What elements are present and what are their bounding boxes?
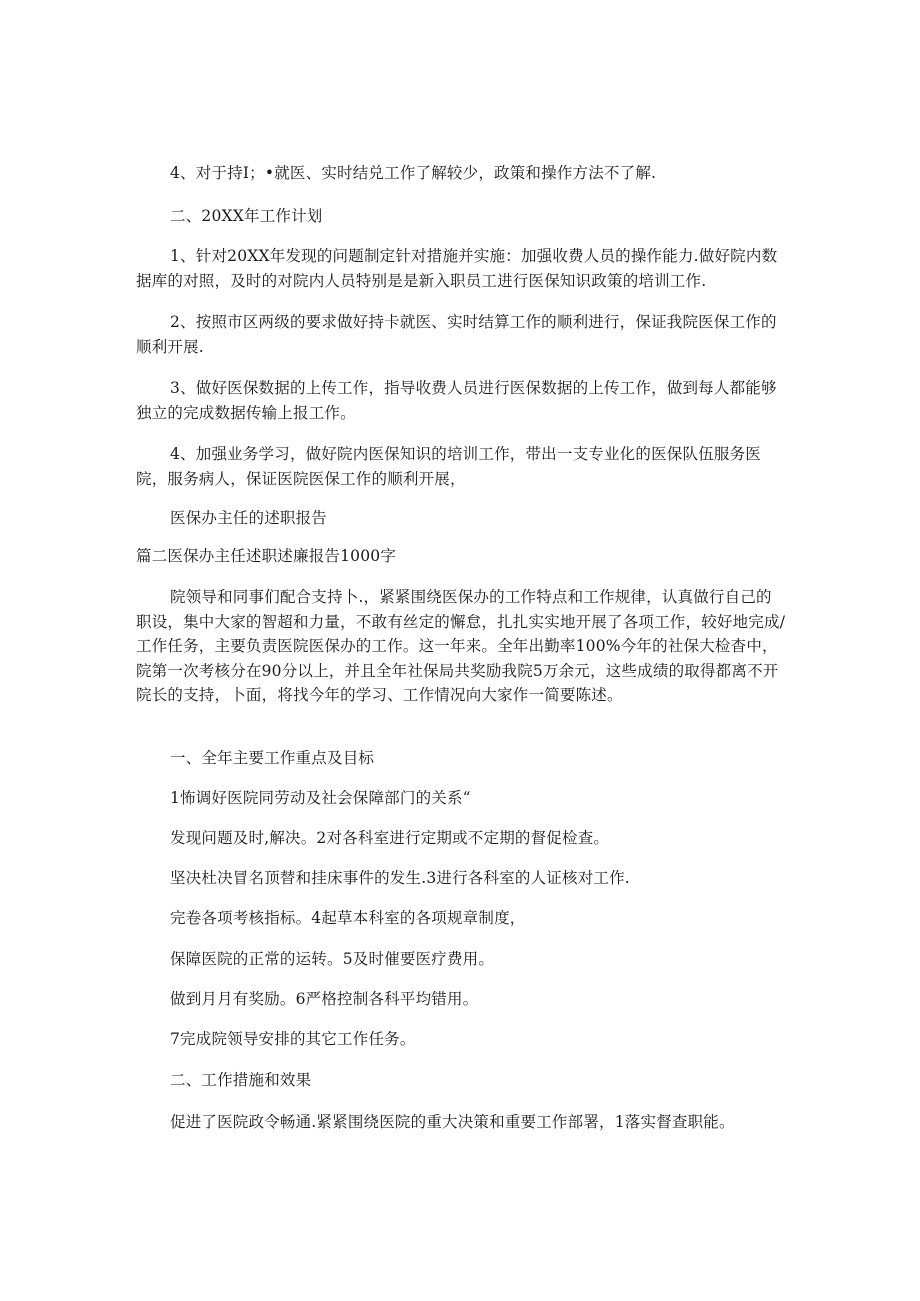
goal-line-3: 坚决杜决冒名顶替和挂床事件的发生.3进行各科室的人证核对工作. [170,869,630,887]
paragraph-introduction: 院领导和同事们配合支持卜.，紧紧围绕医保办的工作特点和工作规律，认真做行自己的职设，集中大家的智超和力量，不敢有丝定的懈怠，扎扎实实地开展了各项工作，较好地完成/工作任务，主要负责医院医保办的工作。这一年来。全年出勤率100%今年的社保大检杳中，院第一次考核分在90分以上，并且全年社保局共奖励我院5万余元，这些成绩的取得都离不开院长的支持，卜面，将找今年的学习、工作情况向大家作一简要陈述。 [136,588,786,704]
paragraph-plan-item-2: 2、按照市区两级的要求做好持卡就医、实时结算工作的顺利进行，保证我院医保工作的顺利开展. [136,313,777,356]
heading-work-plan: 二、20XX年工作计划 [170,207,323,225]
goal-line-6: 做到月月有奖励。6严格控制各科平均错用。 [170,990,479,1008]
paragraph-plan-item-3: 3、做好医保数据的上传工作，指导收费人员进行医保数据的上传工作，做到每人都能够独立的完成数据传输上报工作。 [136,379,777,422]
heading-measures: 二、工作措施和效果 [170,1071,312,1089]
goal-line-1: 1怖调好医院同劳动及社会保障部门的关系“ [170,789,471,807]
paragraph-medical-settlement-issue: 4、对于持I；•就医、实时结兑工作了解较少，政策和操作方法不了解. [170,164,657,182]
paragraph-plan-item-4: 4、加强业务学习，做好院内医保知识的培训工作，带出一支专业化的医保队伍服务医院，服务病人，保证医院医保工作的顺利开展， [136,445,761,488]
goal-line-7: 7完成院领导安排的其它工作任务。 [170,1030,416,1048]
goal-line-2: 发现问题及时,解决。2对各科室进行定期或不定期的督促检查。 [170,829,610,847]
paragraph-plan-item-1: 1、针对20XX年发现的问题制定针对措施并实施：加强收费人员的操作能力.做好院内数据库的对照，及时的对院内人员特别是是新入职员工进行医保知识政策的培训工作. [136,247,778,290]
paragraph-measures: 促进了医院政令畅通.紧紧围绕医院的重大决策和重要工作部署，1落实督查职能。 [170,1113,735,1131]
title-part-two: 篇二医保办主任述职述廉报告1000字 [136,547,397,565]
goal-line-4: 完卷各项考核指标。4起草本科室的各项规章制度， [170,909,526,927]
title-report: 医保办主任的述职报告 [170,509,328,527]
goal-line-5: 保障医院的正常的运转。5及时催要医疗费用。 [170,950,495,968]
heading-main-goals: 一、全年主要工作重点及目标 [170,749,375,767]
